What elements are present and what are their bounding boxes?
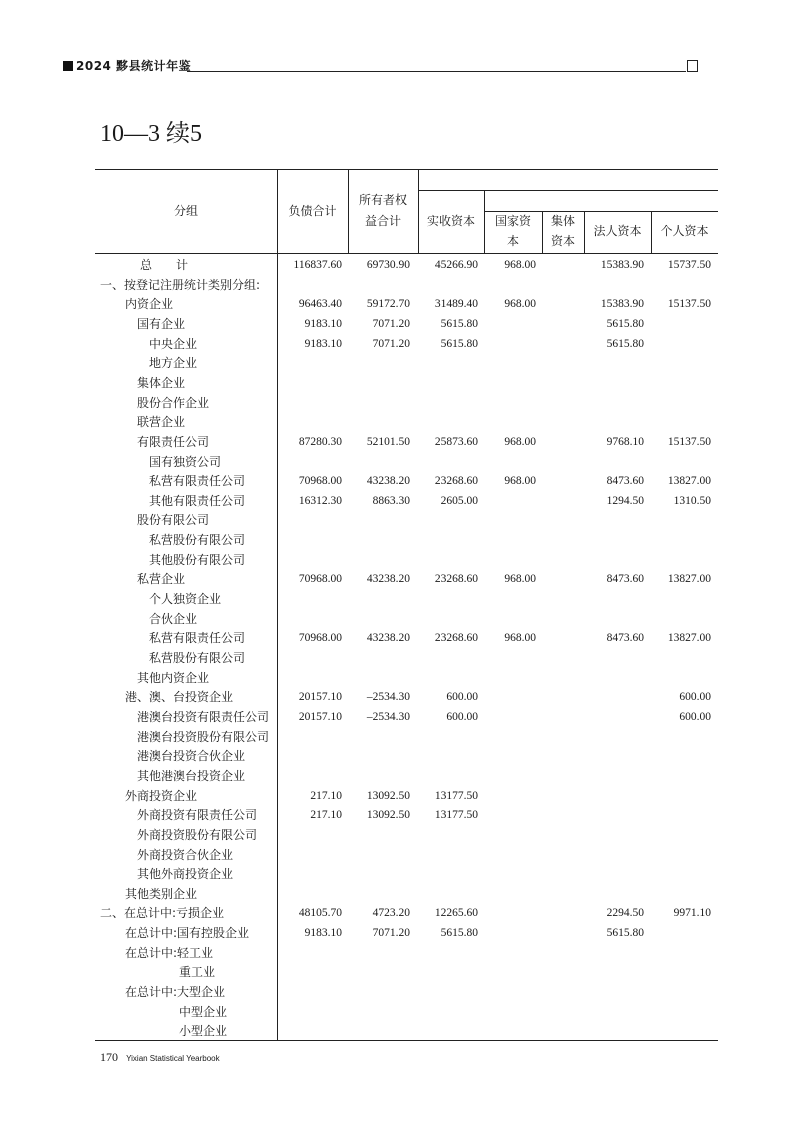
row-value: 1294.50 <box>606 494 644 507</box>
row-label: 私营股份有限公司 <box>149 533 246 548</box>
row-value: 217.10 <box>310 809 342 822</box>
row-label: 其他有限责任公司 <box>149 493 246 508</box>
row-label: 在总计中:轻工业 <box>125 945 214 960</box>
empty-box-icon <box>687 60 698 72</box>
row-label: 港澳台投资股份有限公司 <box>137 729 270 744</box>
row-value: 70968.00 <box>298 475 342 488</box>
row-value: 12265.60 <box>434 907 478 920</box>
row-value: 15137.50 <box>667 298 711 311</box>
col-header-collective-capital-line1: 集体 <box>550 214 575 228</box>
row-label: 其他外商投资企业 <box>137 867 234 882</box>
table-row <box>0 275 793 295</box>
table-row <box>0 314 793 334</box>
row-label: 内资企业 <box>125 297 174 312</box>
table-row <box>0 648 793 668</box>
row-value: 52101.50 <box>366 435 410 448</box>
row-value: 7071.20 <box>372 337 410 350</box>
row-value: 8473.60 <box>606 573 644 586</box>
row-value: 15137.50 <box>667 435 711 448</box>
row-label: 股份合作企业 <box>137 395 210 410</box>
row-value: 600.00 <box>446 710 478 723</box>
row-value: 25873.60 <box>434 435 478 448</box>
col-header-collective-capital-line2: 资本 <box>550 234 575 248</box>
col-header-state-capital-line2: 本 <box>506 234 519 248</box>
row-value: 968.00 <box>504 475 536 488</box>
row-value: 13092.50 <box>366 809 410 822</box>
row-label: 总 计 <box>140 258 189 272</box>
row-label: 在总计中:大型企业 <box>125 985 226 1000</box>
row-label: 其他股份有限公司 <box>149 552 246 567</box>
row-label: 个人独资企业 <box>149 592 222 607</box>
col-header-legal-person-capital: 法人资本 <box>593 224 642 238</box>
row-value: 1310.50 <box>673 494 711 507</box>
table-row <box>0 805 793 825</box>
row-value: 7071.20 <box>372 927 410 940</box>
col-header-state-capital-line1: 国家资 <box>494 214 531 228</box>
table-row <box>0 1021 793 1041</box>
row-value: 9183.10 <box>304 337 342 350</box>
col-header-paid-in-capital: 实收资本 <box>426 214 475 228</box>
row-value: 217.10 <box>310 789 342 802</box>
table-row <box>0 884 793 904</box>
black-square-icon <box>63 61 73 71</box>
row-label: 私营企业 <box>137 572 186 587</box>
row-label: 中型企业 <box>179 1004 228 1019</box>
row-value: 43238.20 <box>366 475 410 488</box>
row-value: 45266.90 <box>434 259 478 271</box>
row-value: 70968.00 <box>298 573 342 586</box>
table-row <box>0 294 793 314</box>
row-value: 9971.10 <box>673 907 711 920</box>
row-label: 外商投资合伙企业 <box>137 847 234 862</box>
row-value: 20157.10 <box>298 710 342 723</box>
header-rule <box>187 71 686 72</box>
table-row <box>0 334 793 354</box>
table-row <box>0 510 793 530</box>
row-value: 13827.00 <box>667 475 711 488</box>
table-row <box>0 923 793 943</box>
row-value: 116837.60 <box>293 259 342 271</box>
row-value: 69730.90 <box>366 259 410 271</box>
row-value: 20157.10 <box>298 691 342 704</box>
row-value: 2294.50 <box>606 907 644 920</box>
top-rule <box>95 169 718 170</box>
row-value: 968.00 <box>504 573 536 586</box>
header-bottom-rule <box>95 253 718 254</box>
row-value: 13177.50 <box>434 789 478 802</box>
table-row <box>0 491 793 511</box>
table-row <box>0 786 793 806</box>
row-label: 地方企业 <box>149 356 198 371</box>
col-header-group: 分组 <box>173 204 198 218</box>
row-value: 87280.30 <box>298 435 342 448</box>
row-label: 二、在总计中:亏损企业 <box>100 906 225 921</box>
row-value: 8863.30 <box>372 494 410 507</box>
row-value: 15737.50 <box>667 259 711 271</box>
row-label: 国有企业 <box>137 316 186 331</box>
row-value: 9183.10 <box>304 927 342 940</box>
table-row <box>0 589 793 609</box>
table-row <box>0 530 793 550</box>
row-value: –2534.30 <box>366 691 410 704</box>
row-value: 968.00 <box>504 298 536 311</box>
table-row <box>0 982 793 1002</box>
header-rule-1 <box>418 190 718 191</box>
row-value: 7071.20 <box>372 317 410 330</box>
table-row <box>0 727 793 747</box>
row-value: 15383.90 <box>600 259 644 271</box>
table-row <box>0 550 793 570</box>
table-row <box>0 609 793 629</box>
row-label: 私营有限责任公司 <box>149 631 246 646</box>
row-value: 2605.00 <box>440 494 478 507</box>
book-title: 2024 黟县统计年鉴 <box>76 59 192 73</box>
table-row <box>0 1002 793 1022</box>
col-header-owners-equity-line1: 所有者权 <box>358 193 407 207</box>
row-value: 5615.80 <box>606 927 644 940</box>
table-row <box>0 825 793 845</box>
row-label: 股份有限公司 <box>137 513 210 528</box>
table-row <box>0 845 793 865</box>
table-row <box>0 962 793 982</box>
row-label: 港澳台投资有限责任公司 <box>137 709 270 724</box>
row-value: 23268.60 <box>434 475 478 488</box>
footer-book-name: Yixian Statistical Yearbook <box>126 1054 220 1063</box>
table-row <box>0 412 793 432</box>
page-footer <box>100 1046 220 1066</box>
row-value: 4723.20 <box>372 907 410 920</box>
row-label: 有限责任公司 <box>137 434 210 449</box>
running-header <box>63 58 698 74</box>
table-title: 10—3 续5 <box>100 121 202 147</box>
table-row <box>0 766 793 786</box>
row-label: 联营企业 <box>137 415 186 430</box>
row-label: 港、澳、台投资企业 <box>125 690 234 705</box>
row-value: 5615.80 <box>440 337 478 350</box>
row-value: 968.00 <box>504 259 536 271</box>
table-row <box>0 687 793 707</box>
table-row <box>0 353 793 373</box>
table-row <box>0 628 793 648</box>
row-value: 968.00 <box>504 435 536 448</box>
row-label: 重工业 <box>179 965 216 980</box>
row-value: 5615.80 <box>606 337 644 350</box>
row-value: 16312.30 <box>298 494 342 507</box>
row-label: 港澳台投资合伙企业 <box>137 749 246 764</box>
row-value: 31489.40 <box>434 298 478 311</box>
row-value: 23268.60 <box>434 573 478 586</box>
table-row <box>0 864 793 884</box>
row-value: 8473.60 <box>606 632 644 645</box>
row-value: 13092.50 <box>366 789 410 802</box>
row-label: 外商投资企业 <box>125 788 198 803</box>
row-value: 600.00 <box>679 710 711 723</box>
table-row <box>0 746 793 766</box>
row-label: 外商投资有限责任公司 <box>137 808 258 823</box>
row-value: 9183.10 <box>304 317 342 330</box>
row-value: 13177.50 <box>434 809 478 822</box>
table-row <box>0 373 793 393</box>
row-label: 外商投资股份有限公司 <box>137 827 258 842</box>
table-row <box>0 903 793 923</box>
row-value: 8473.60 <box>606 475 644 488</box>
table-row <box>0 707 793 727</box>
row-value: 600.00 <box>679 691 711 704</box>
row-value: 5615.80 <box>606 317 644 330</box>
row-label: 小型企业 <box>179 1024 228 1039</box>
row-label: 私营股份有限公司 <box>149 651 246 665</box>
page-number: 170 <box>100 1050 118 1064</box>
row-label: 在总计中:国有控股企业 <box>125 926 250 941</box>
row-label: 其他类别企业 <box>125 886 198 901</box>
row-label: 其他港澳台投资企业 <box>137 768 246 783</box>
row-label: 集体企业 <box>137 375 186 390</box>
row-value: 96463.40 <box>298 298 342 311</box>
row-label: 合伙企业 <box>149 611 198 626</box>
row-value: 70968.00 <box>298 632 342 645</box>
table-row <box>0 452 793 472</box>
row-value: 48105.70 <box>298 907 342 920</box>
row-value: 9768.10 <box>606 435 644 448</box>
table-row <box>0 668 793 688</box>
row-value: 59172.70 <box>366 298 410 311</box>
table-row <box>0 432 793 452</box>
row-value: 5615.80 <box>440 927 478 940</box>
row-value: 43238.20 <box>366 632 410 645</box>
table-row <box>0 943 793 963</box>
row-label: 其他内资企业 <box>137 670 210 685</box>
row-value: 968.00 <box>504 632 536 645</box>
row-value: 5615.80 <box>440 317 478 330</box>
row-label: 国有独资公司 <box>149 454 222 469</box>
table-row <box>0 569 793 589</box>
row-value: 23268.60 <box>434 632 478 645</box>
row-label: 一、按登记注册统计类别分组: <box>100 277 261 292</box>
col-header-owners-equity-line2: 益合计 <box>364 214 401 228</box>
col-header-individual-capital: 个人资本 <box>660 224 709 238</box>
row-value: 13827.00 <box>667 632 711 645</box>
table-row <box>0 471 793 491</box>
row-label: 私营有限责任公司 <box>149 474 246 489</box>
row-value: 600.00 <box>446 691 478 704</box>
row-value: –2534.30 <box>366 710 410 723</box>
table-row <box>0 255 793 275</box>
row-label: 中央企业 <box>149 336 198 351</box>
row-value: 15383.90 <box>600 298 644 311</box>
row-value: 13827.00 <box>667 573 711 586</box>
row-value: 43238.20 <box>366 573 410 586</box>
col-header-liabilities-total: 负债合计 <box>288 204 337 218</box>
table-row <box>0 393 793 413</box>
